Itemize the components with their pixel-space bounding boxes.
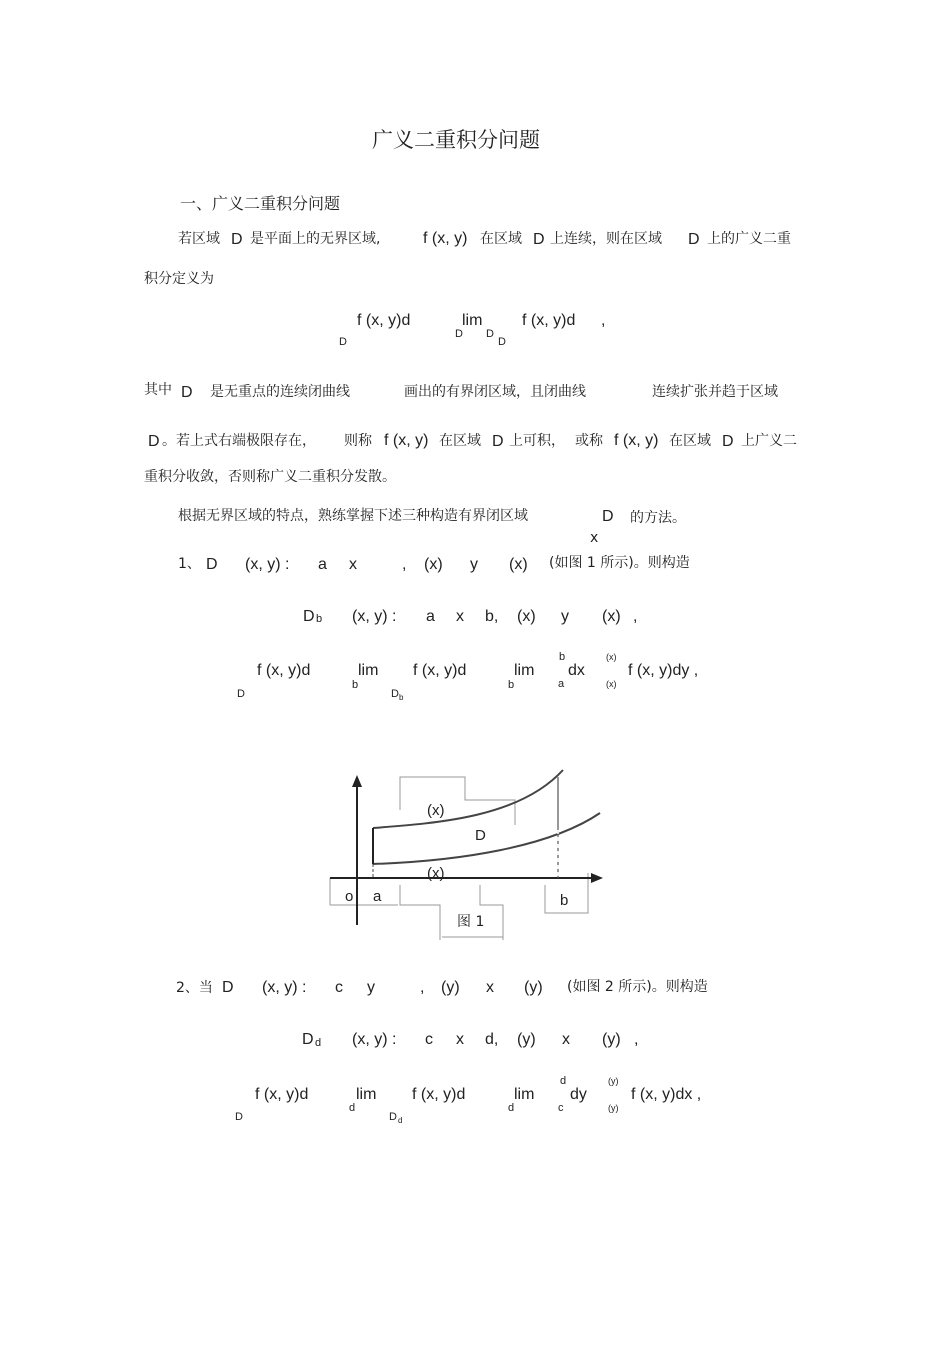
- subscript: D: [339, 336, 347, 348]
- text: 在区域: [480, 231, 522, 247]
- symbol-x: x: [486, 979, 494, 996]
- comma: ,: [634, 1031, 639, 1048]
- subscript: b: [352, 679, 359, 691]
- lower-limit: c: [558, 1102, 564, 1114]
- item-number: 1、: [178, 556, 201, 572]
- subscript: d: [398, 1116, 403, 1125]
- x-axis-arrow: [591, 873, 603, 883]
- formula-lhs: f (x, y)d: [257, 662, 311, 679]
- y-axis-arrow: [352, 775, 362, 787]
- psi-y: (y): [524, 979, 543, 996]
- symbol-x: x: [456, 1031, 464, 1048]
- symbol-x: x: [562, 1031, 570, 1048]
- symbol-D: D: [533, 231, 545, 248]
- phi-y: (y): [517, 1031, 536, 1048]
- label-phi-lower: (x): [427, 865, 445, 882]
- math-fxy: f (x, y): [614, 432, 659, 449]
- symbol-a: a: [318, 556, 327, 573]
- subscript: D: [391, 688, 399, 700]
- psi-x: (x): [509, 556, 528, 573]
- formula-lhs: f (x, y)d: [255, 1086, 309, 1103]
- lim: lim: [514, 1086, 535, 1103]
- set-notation: (x, y) :: [352, 1031, 397, 1048]
- subscript-x: x: [590, 530, 599, 546]
- formula-tail: f (x, y)dx ,: [631, 1086, 702, 1103]
- symbol-a: a: [426, 608, 435, 625]
- symbol-D: D: [222, 979, 234, 996]
- symbol-D: D: [492, 433, 504, 450]
- subscript: D: [389, 1111, 397, 1123]
- phi-x: (x): [517, 608, 536, 625]
- subscript: D: [235, 1111, 243, 1123]
- differential: dy: [570, 1086, 587, 1103]
- lower-curve: [373, 813, 600, 864]
- subscript: D: [455, 328, 463, 340]
- set-notation: (x, y) :: [245, 556, 290, 573]
- lim: lim: [356, 1086, 377, 1103]
- phi-y: (y): [441, 979, 460, 996]
- psi-x: (x): [602, 608, 621, 625]
- label-b: b: [560, 892, 569, 909]
- formula-mid: f (x, y)d: [413, 662, 467, 679]
- symbol-y: y: [470, 556, 478, 573]
- subscript: D: [486, 328, 494, 340]
- symbol-D: D: [206, 556, 218, 573]
- page-title: 广义二重积分问题: [372, 128, 540, 152]
- symbol-c: c: [425, 1031, 433, 1048]
- subscript: d: [315, 1037, 322, 1049]
- symbol-y: y: [561, 608, 569, 625]
- text: 或称: [575, 433, 603, 449]
- math-fxy: f (x, y): [423, 230, 468, 247]
- text: 上可积，: [509, 433, 565, 449]
- symbol-x: x: [456, 608, 464, 625]
- formula-tail: f (x, y)dy ,: [628, 662, 699, 679]
- text: 则称: [344, 433, 372, 449]
- upper-limit: (x): [606, 652, 617, 662]
- lower-limit: (y): [608, 1103, 619, 1113]
- lim: lim: [462, 312, 483, 329]
- text: 在区域: [669, 433, 711, 449]
- symbol-D: D: [602, 508, 614, 525]
- symbol-D: D: [181, 384, 193, 401]
- lower-limit: (x): [606, 679, 617, 689]
- upper-limit: (y): [608, 1076, 619, 1086]
- text: 的方法。: [630, 510, 686, 526]
- symbol-D: D: [302, 1031, 314, 1048]
- text: 积分定义为: [144, 271, 214, 287]
- subscript: b: [316, 613, 323, 625]
- text: 上连续，则在区域: [550, 231, 662, 247]
- lim: lim: [358, 662, 379, 679]
- text: 在区域: [439, 433, 481, 449]
- symbol-b: b,: [485, 608, 499, 625]
- text: 是平面上的无界区域,: [250, 231, 381, 247]
- upper-limit: b: [559, 651, 566, 663]
- comma: ,: [601, 312, 606, 329]
- formula-rhs: f (x, y)d: [522, 312, 576, 329]
- text: 上的广义二重: [707, 231, 791, 247]
- symbol-D: D: [148, 433, 160, 450]
- subscript: D: [237, 688, 245, 700]
- comma: ,: [633, 608, 638, 625]
- comma: ,: [402, 556, 407, 573]
- section-heading: 一、广义二重积分问题: [180, 194, 341, 213]
- upper-curve: [373, 770, 563, 828]
- label-a: a: [373, 888, 382, 905]
- math-fxy: f (x, y): [384, 432, 429, 449]
- symbol-c: c: [335, 979, 343, 996]
- item-number: 2、当: [176, 980, 213, 996]
- formula-lhs: f (x, y)d: [357, 312, 411, 329]
- subscript: D: [498, 336, 506, 348]
- symbol-d: d,: [485, 1031, 499, 1048]
- formula-mid: f (x, y)d: [412, 1086, 466, 1103]
- text: 根据无界区域的特点，熟练掌握下述三种构造有界闭区域: [178, 508, 528, 524]
- symbol-D: D: [722, 433, 734, 450]
- text: 其中: [144, 382, 172, 398]
- symbol-x: x: [349, 556, 357, 573]
- set-notation: (x, y) :: [262, 979, 307, 996]
- text: 连续扩张并趋于区域: [652, 384, 778, 400]
- symbol-y: y: [367, 979, 375, 996]
- lower-limit: a: [558, 678, 565, 690]
- label-origin: o: [345, 888, 354, 905]
- symbol-D: D: [303, 608, 315, 625]
- text: 画出的有界闭区域，且闭曲线: [404, 384, 586, 400]
- text: 若区域: [178, 231, 220, 247]
- figure-reference: (如图 2 所示)。则构造: [567, 979, 708, 995]
- phi-x: (x): [424, 556, 443, 573]
- subscript: b: [508, 679, 515, 691]
- figure-caption: 图 1: [457, 914, 485, 930]
- paragraph-divergence: 重积分收敛，否则称广义二重积分发散。: [144, 469, 396, 485]
- text: 是无重点的连续闭曲线: [210, 384, 350, 400]
- subscript: d: [508, 1102, 515, 1114]
- subscript: b: [399, 693, 404, 702]
- label-region-D: D: [475, 827, 486, 844]
- upper-limit: d: [560, 1075, 567, 1087]
- comma: ,: [420, 979, 425, 996]
- symbol-D: D: [688, 231, 700, 248]
- differential: dx: [568, 662, 585, 679]
- figure-1: [320, 765, 610, 945]
- psi-y: (y): [602, 1031, 621, 1048]
- lim: lim: [514, 662, 535, 679]
- text: 上广义二: [741, 433, 797, 449]
- subscript: d: [349, 1102, 356, 1114]
- set-notation: (x, y) :: [352, 608, 397, 625]
- text: 。若上式右端极限存在，: [162, 433, 316, 449]
- figure-reference: (如图 1 所示)。则构造: [549, 555, 690, 571]
- label-phi-upper: (x): [427, 802, 445, 819]
- symbol-D: D: [231, 231, 243, 248]
